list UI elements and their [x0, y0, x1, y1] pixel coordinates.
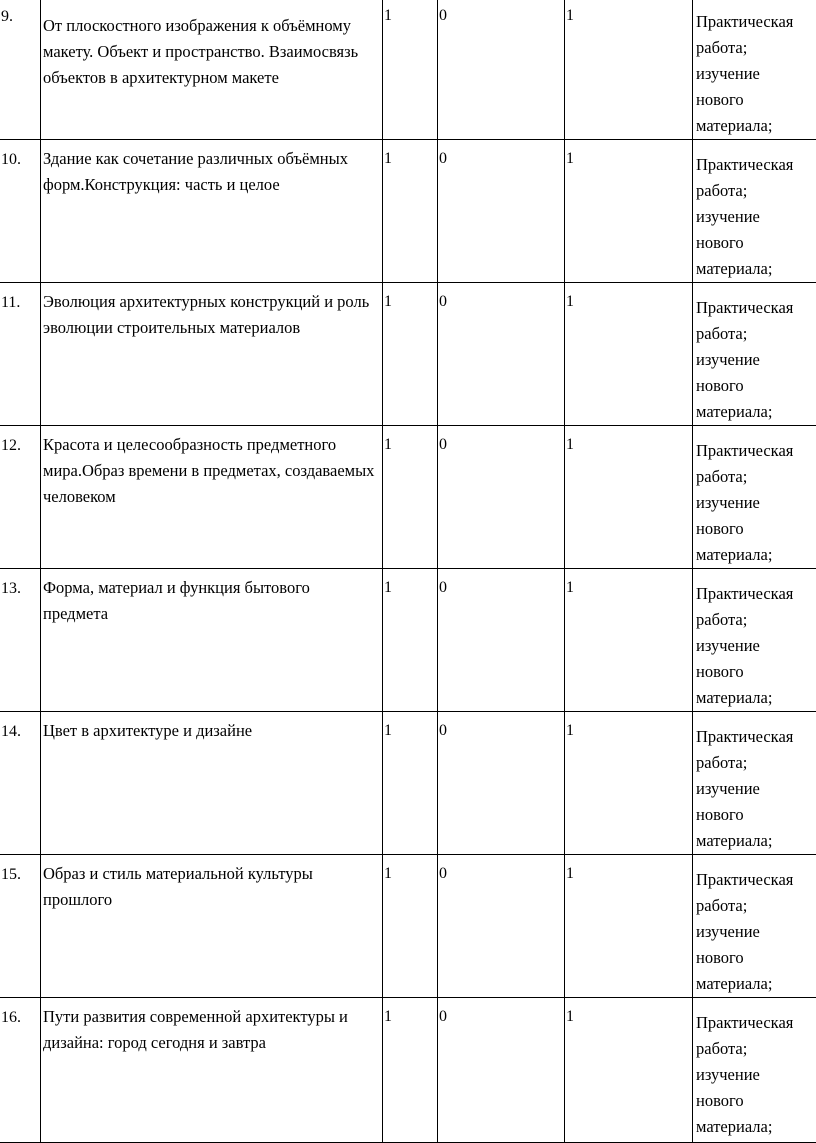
- table-row: [0, 0, 816, 140]
- table-row: [0, 426, 816, 569]
- lesson-type-line: работа;: [696, 35, 816, 61]
- lesson-type: [693, 855, 816, 998]
- lesson-number: 11.: [0, 283, 41, 426]
- lesson-type-line: материала;: [696, 971, 816, 997]
- theory-hours: 0: [438, 283, 565, 426]
- lesson-topic: Образ и стиль материальной культуры прошлого: [41, 855, 383, 998]
- theory-hours: 0: [438, 712, 565, 855]
- total-hours: 1: [383, 855, 438, 998]
- lesson-type-line: нового: [696, 87, 816, 113]
- lesson-type-line: работа;: [696, 178, 816, 204]
- lesson-type-line: нового: [696, 1088, 816, 1114]
- lesson-type-line: Практическая: [696, 867, 816, 893]
- lesson-type-line: нового: [696, 230, 816, 256]
- total-hours: 1: [383, 283, 438, 426]
- lesson-type-line: материала;: [696, 828, 816, 854]
- lesson-topic: Цвет в архитектуре и дизайне: [41, 712, 383, 855]
- lesson-type-line: изучение: [696, 490, 816, 516]
- table-row: [0, 140, 816, 283]
- lesson-type-line: нового: [696, 373, 816, 399]
- practice-hours: 1: [565, 998, 693, 1143]
- practice-hours: 1: [565, 140, 693, 283]
- lesson-type-line: изучение: [696, 1062, 816, 1088]
- lesson-topic: Эволюция архитектурных конструкций и роль эволюции строительных материалов: [41, 283, 383, 426]
- lesson-type-line: работа;: [696, 607, 816, 633]
- lesson-type-line: Практическая: [696, 1010, 816, 1036]
- table-row: [0, 283, 816, 426]
- lesson-type-line: нового: [696, 659, 816, 685]
- lesson-topic: Форма, материал и функция бытового предмета: [41, 569, 383, 712]
- lesson-number: 13.: [0, 569, 41, 712]
- lesson-type-line: работа;: [696, 321, 816, 347]
- lesson-type: [693, 283, 816, 426]
- lesson-type-line: изучение: [696, 633, 816, 659]
- lesson-type-line: изучение: [696, 347, 816, 373]
- lesson-type-line: изучение: [696, 919, 816, 945]
- total-hours: 1: [383, 998, 438, 1143]
- theory-hours: 0: [438, 426, 565, 569]
- practice-hours: 1: [565, 426, 693, 569]
- total-hours: 1: [383, 569, 438, 712]
- table-row: [0, 712, 816, 855]
- theory-hours: 0: [438, 140, 565, 283]
- lesson-type-line: Практическая: [696, 581, 816, 607]
- lesson-type-line: нового: [696, 802, 816, 828]
- lesson-topic: От плоскостного изображения к объёмному макету. Объект и пространство. Взаимосвязь объектов в архитектурном макете: [41, 0, 383, 140]
- lesson-type-line: Практическая: [696, 438, 816, 464]
- lesson-type: [693, 426, 816, 569]
- lesson-type-line: изучение: [696, 61, 816, 87]
- theory-hours: 0: [438, 569, 565, 712]
- table-row: [0, 998, 816, 1143]
- theory-hours: 0: [438, 855, 565, 998]
- lesson-type-line: материала;: [696, 399, 816, 425]
- lesson-type-line: Практическая: [696, 9, 816, 35]
- total-hours: 1: [383, 140, 438, 283]
- lesson-topic: Пути развития современной архитектуры и дизайна: город сегодня и завтра: [41, 998, 383, 1143]
- lesson-type-line: работа;: [696, 464, 816, 490]
- lesson-type-line: изучение: [696, 204, 816, 230]
- lesson-type: [693, 712, 816, 855]
- lesson-number: 15.: [0, 855, 41, 998]
- lesson-number: 16.: [0, 998, 41, 1143]
- theory-hours: 0: [438, 0, 565, 140]
- lesson-type-line: работа;: [696, 893, 816, 919]
- lesson-number: 9.: [0, 0, 41, 140]
- lesson-number: 12.: [0, 426, 41, 569]
- total-hours: 1: [383, 426, 438, 569]
- lesson-number: 14.: [0, 712, 41, 855]
- table-row: [0, 569, 816, 712]
- lesson-type-line: нового: [696, 516, 816, 542]
- lesson-type-line: Практическая: [696, 724, 816, 750]
- lesson-type-line: материала;: [696, 685, 816, 711]
- table-row: [0, 855, 816, 998]
- theory-hours: 0: [438, 998, 565, 1143]
- lesson-topic: Здание как сочетание различных объёмных форм.Конструкция: часть и целое: [41, 140, 383, 283]
- lesson-type: [693, 998, 816, 1143]
- lesson-type: [693, 140, 816, 283]
- practice-hours: 1: [565, 569, 693, 712]
- lesson-type-line: материала;: [696, 113, 816, 139]
- lesson-type-line: Практическая: [696, 295, 816, 321]
- practice-hours: 1: [565, 283, 693, 426]
- practice-hours: 1: [565, 855, 693, 998]
- lesson-topic: Красота и целесообразность предметного мира.Образ времени в предметах, создаваемых человеком: [41, 426, 383, 569]
- practice-hours: 1: [565, 712, 693, 855]
- total-hours: 1: [383, 712, 438, 855]
- lesson-type-line: материала;: [696, 1114, 816, 1140]
- lesson-type-line: работа;: [696, 1036, 816, 1062]
- practice-hours: 1: [565, 0, 693, 140]
- lesson-type-line: материала;: [696, 256, 816, 282]
- lesson-type-line: изучение: [696, 776, 816, 802]
- lesson-type: [693, 0, 816, 140]
- lesson-type-line: Практическая: [696, 152, 816, 178]
- lesson-type: [693, 569, 816, 712]
- lesson-type-line: материала;: [696, 542, 816, 568]
- lesson-type-line: нового: [696, 945, 816, 971]
- lesson-number: 10.: [0, 140, 41, 283]
- total-hours: 1: [383, 0, 438, 140]
- lesson-type-line: работа;: [696, 750, 816, 776]
